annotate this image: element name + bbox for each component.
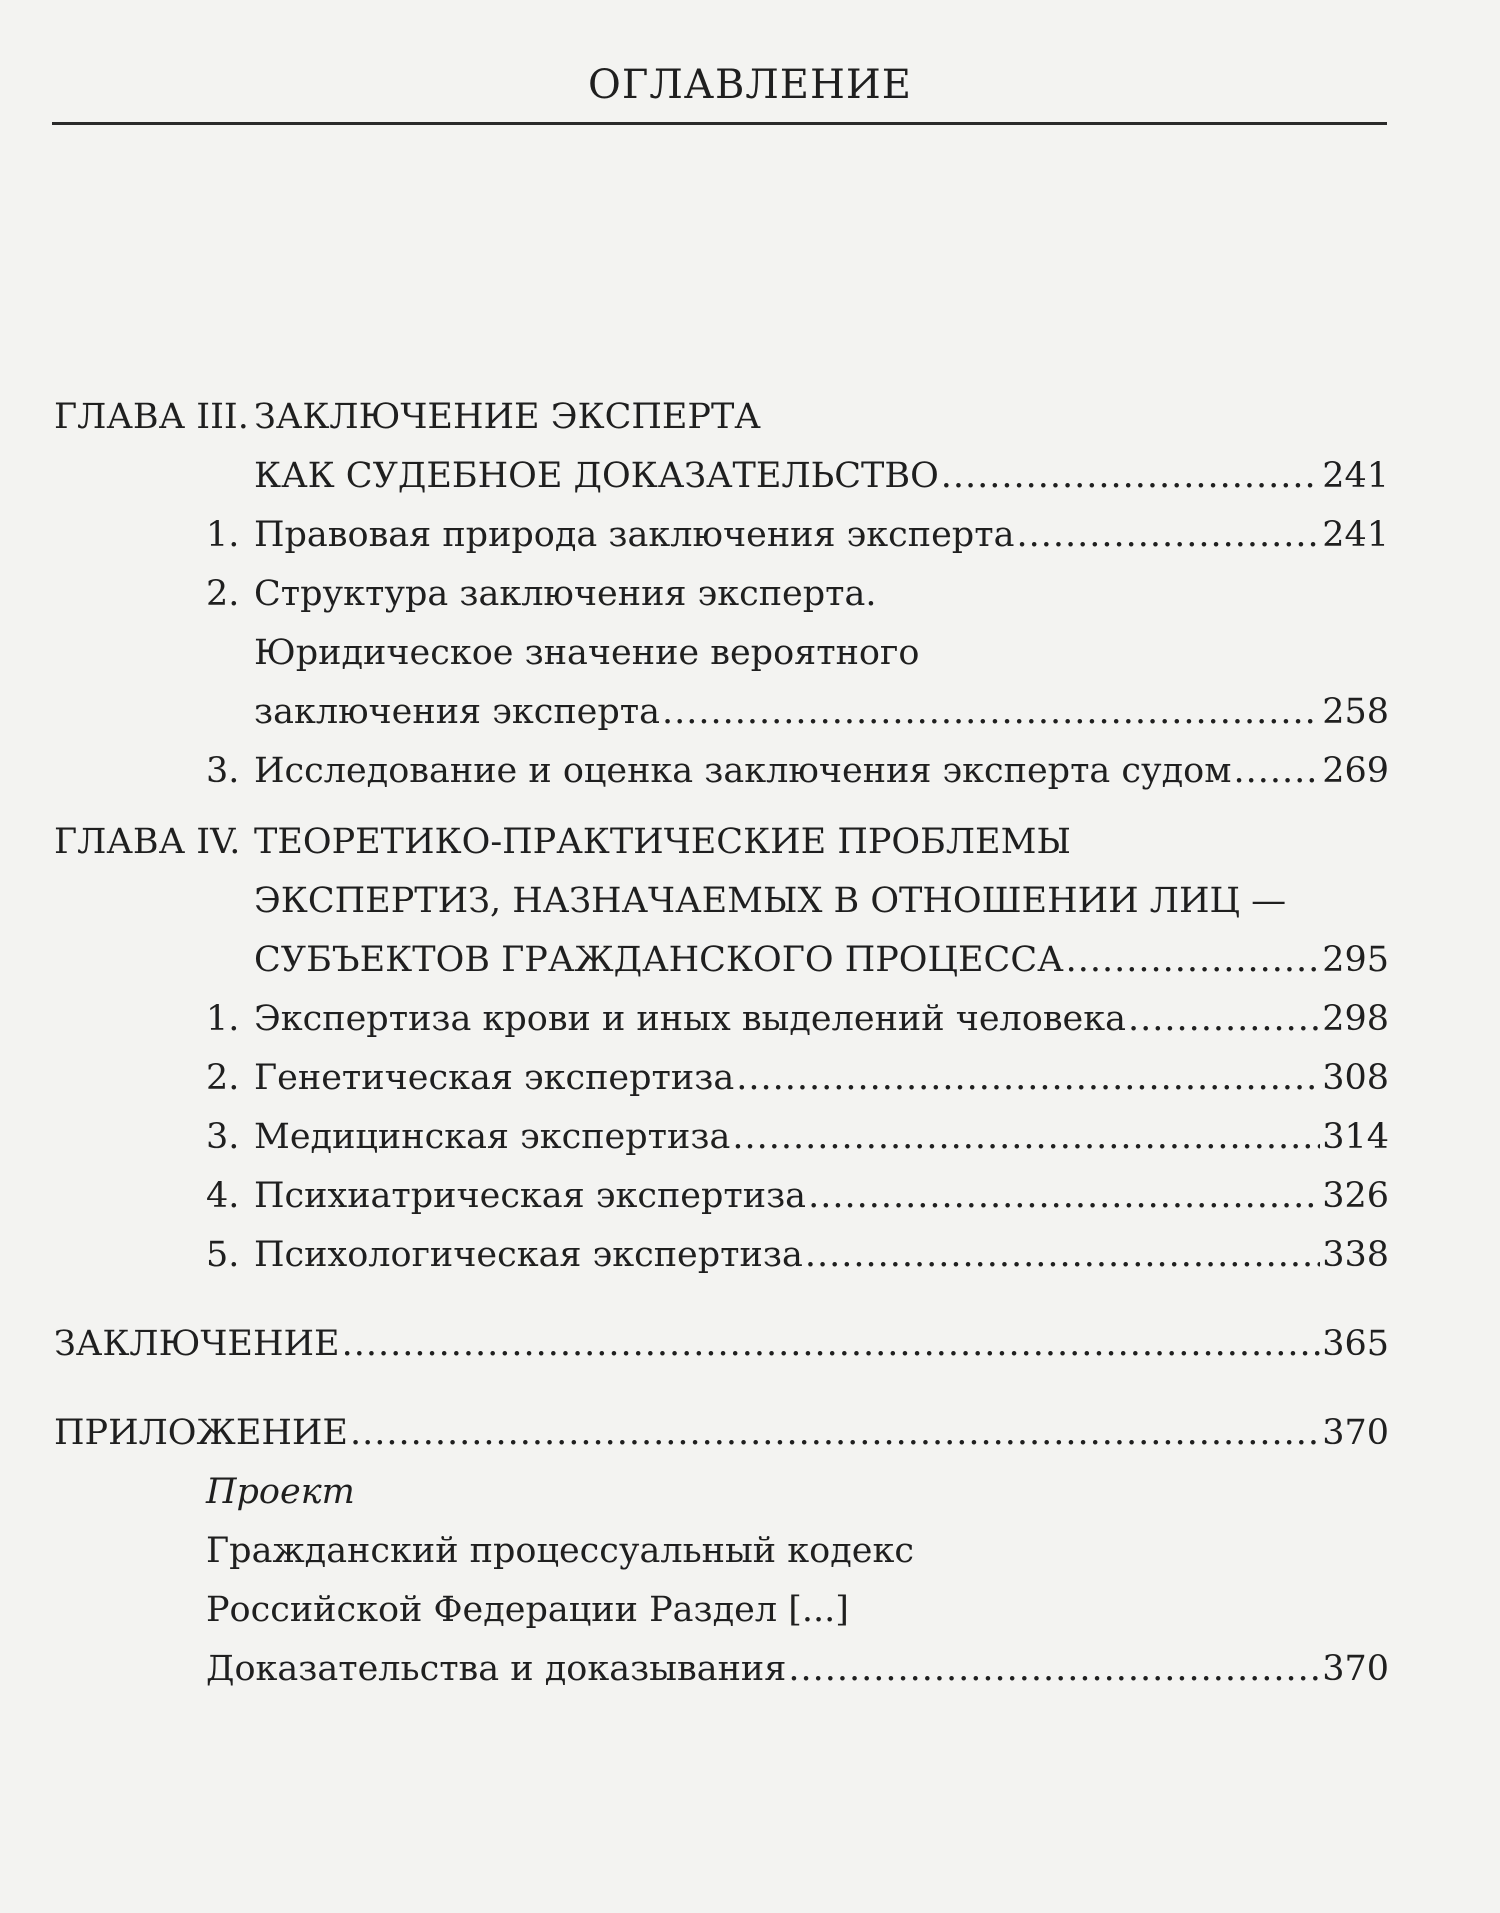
toc-chapter-4-title-end[interactable] (54, 931, 1389, 990)
entry-title: Юридическое значение вероятного (254, 633, 920, 673)
dot-leader (788, 1640, 1320, 1699)
dot-leader (808, 1167, 1320, 1226)
dot-leader (350, 1404, 1320, 1463)
appendix-text: Российской Федерации Раздел [...] (206, 1590, 849, 1630)
toc-entry[interactable] (54, 990, 1389, 1049)
entry-number: 2. (206, 1058, 240, 1098)
toc-entry[interactable] (54, 506, 1389, 565)
toc-entry[interactable] (54, 1167, 1389, 1226)
entry-title: Медицинская экспертиза (254, 1117, 731, 1157)
entry-title: Исследование и оценка заключения эксперта судом (254, 751, 1232, 791)
toc-chapter-3-heading[interactable] (54, 388, 1389, 447)
entry-title: заключения эксперта (254, 692, 661, 732)
table-of-contents (54, 388, 1389, 1699)
chapter-title-line: ЗАКЛЮЧЕНИЕ ЭКСПЕРТА (254, 397, 761, 437)
dot-leader (941, 447, 1320, 506)
entry-title: Генетическая экспертиза (254, 1058, 735, 1098)
dot-leader (1016, 506, 1320, 565)
chapter-title-line: КАК СУДЕБНОЕ ДОКАЗАТЕЛЬСТВО (254, 456, 939, 496)
page-number: 269 (1322, 751, 1389, 791)
entry-number: 1. (206, 999, 240, 1039)
page-number: 308 (1322, 1058, 1389, 1098)
page-title: ОГЛАВЛЕНИЕ (588, 62, 912, 108)
appendix-project-label-row (54, 1463, 1389, 1522)
page-number: 338 (1322, 1235, 1389, 1275)
entry-number: 4. (206, 1176, 240, 1216)
dot-leader (1128, 990, 1320, 1049)
page-number: 258 (1322, 692, 1389, 732)
page-number: 241 (1322, 456, 1389, 496)
chapter-label: ГЛАВА III. (54, 397, 249, 437)
page-number: 365 (1322, 1324, 1389, 1364)
entry-number: 3. (206, 751, 240, 791)
page-number: 295 (1322, 940, 1389, 980)
entry-title: Психиатрическая экспертиза (254, 1176, 807, 1216)
chapter-title-line: ЭКСПЕРТИЗ, НАЗНАЧАЕМЫХ В ОТНОШЕНИИ ЛИЦ — (254, 881, 1287, 921)
entry-number: 2. (206, 574, 240, 614)
toc-chapter-4-title-line (54, 872, 1389, 931)
dot-leader (662, 683, 1320, 742)
toc-entry[interactable] (54, 742, 1389, 801)
page-number: 326 (1322, 1176, 1389, 1216)
dot-leader (342, 1315, 1321, 1374)
entry-title: Психологическая экспертиза (254, 1235, 803, 1275)
page-number: 370 (1322, 1413, 1389, 1453)
page-number: 314 (1322, 1117, 1389, 1157)
page-number: 298 (1322, 999, 1389, 1039)
entry-title: Экспертиза крови и иных выделений человека (254, 999, 1127, 1039)
dot-leader (1066, 931, 1321, 990)
entry-title: Структура заключения эксперта. (254, 574, 877, 614)
toc-entry-continuation[interactable] (54, 683, 1389, 742)
toc-chapter-3-title-end[interactable] (54, 447, 1389, 506)
appendix-line (54, 1581, 1389, 1640)
page-number: 241 (1322, 515, 1389, 555)
toc-entry[interactable] (54, 1108, 1389, 1167)
entry-number: 3. (206, 1117, 240, 1157)
dot-leader (1233, 742, 1320, 801)
toc-chapter-4-heading[interactable] (54, 813, 1389, 872)
entry-number: 5. (206, 1235, 240, 1275)
page-number: 370 (1322, 1649, 1389, 1689)
entry-title: Правовая природа заключения эксперта (254, 515, 1015, 555)
chapter-title-line: СУБЪЕКТОВ ГРАЖДАНСКОГО ПРОЦЕССА (254, 940, 1064, 980)
chapter-label: ГЛАВА IV. (54, 822, 241, 862)
section-title: ЗАКЛЮЧЕНИЕ (54, 1324, 340, 1364)
section-title: ПРИЛОЖЕНИЕ (54, 1413, 348, 1453)
chapter-title-line: ТЕОРЕТИКО-ПРАКТИЧЕСКИЕ ПРОБЛЕМЫ (254, 822, 1071, 862)
appendix-text: Гражданский процессуальный кодекс (206, 1531, 914, 1571)
toc-appendix[interactable] (54, 1404, 1389, 1463)
dot-leader (732, 1108, 1320, 1167)
project-label: Проект (206, 1472, 355, 1512)
toc-entry-continuation (54, 624, 1389, 683)
toc-entry[interactable] (54, 1226, 1389, 1285)
dot-leader (805, 1226, 1320, 1285)
entry-number: 1. (206, 515, 240, 555)
toc-entry[interactable] (54, 565, 1389, 624)
toc-conclusion[interactable] (54, 1315, 1389, 1374)
dot-leader (736, 1049, 1320, 1108)
appendix-line (54, 1522, 1389, 1581)
header-divider (52, 122, 1387, 125)
appendix-text: Доказательства и доказывания (206, 1649, 787, 1689)
toc-entry[interactable] (54, 1049, 1389, 1108)
appendix-line[interactable] (54, 1640, 1389, 1699)
